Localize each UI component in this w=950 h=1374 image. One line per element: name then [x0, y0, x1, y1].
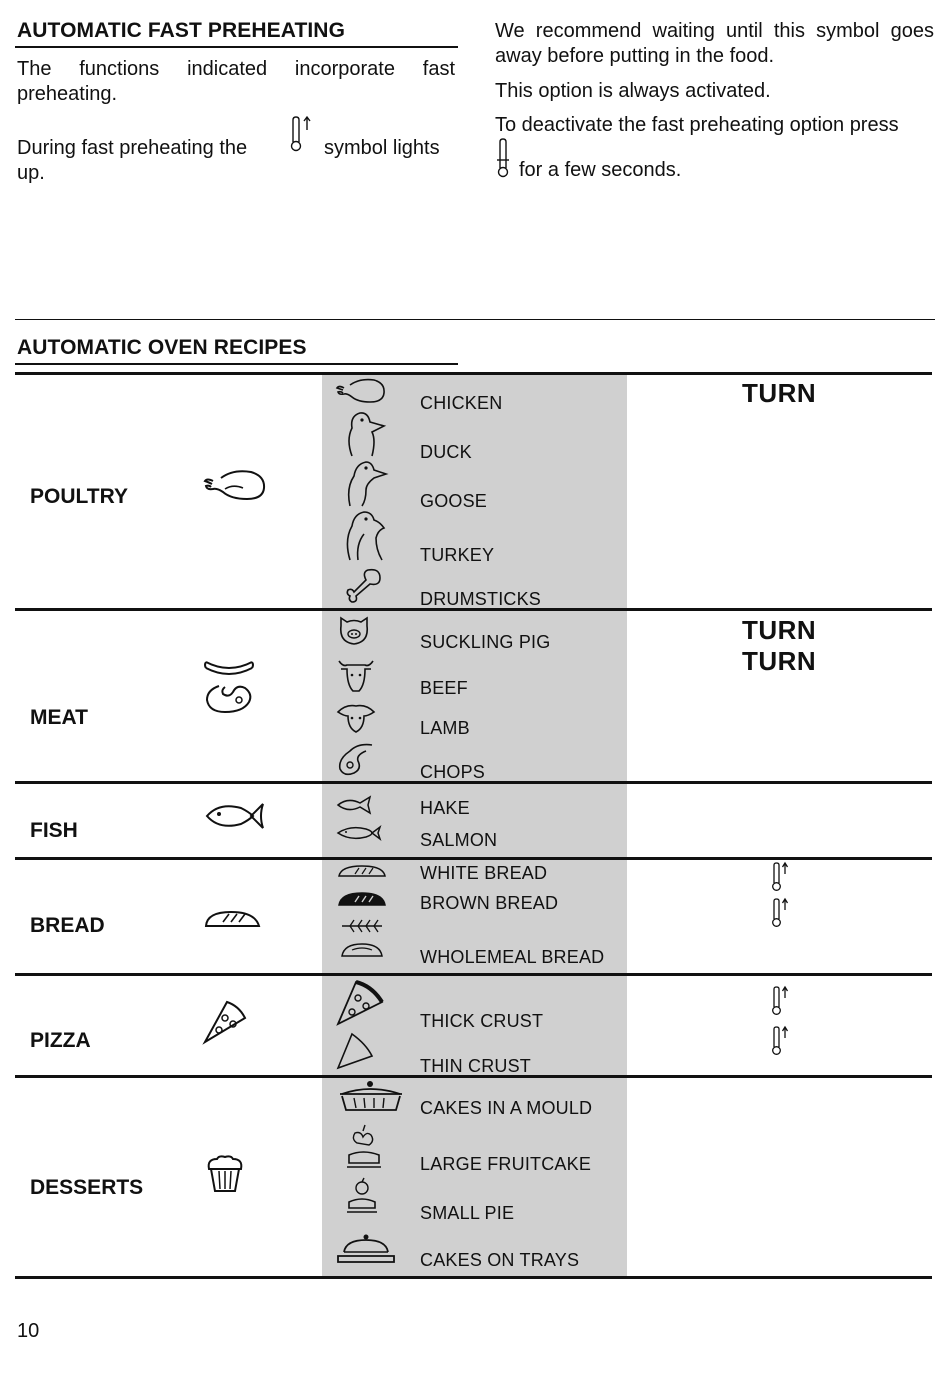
section-divider [15, 319, 935, 320]
bread-icon [203, 908, 261, 930]
thermometer-icon [288, 116, 312, 152]
fruitcake-icon [345, 1123, 383, 1173]
category-poultry: POULTRY [30, 485, 128, 508]
sheep-icon [336, 702, 376, 734]
cow-icon [337, 655, 375, 693]
drumstick-icon [346, 566, 384, 604]
thin-pizza-icon [336, 1030, 374, 1070]
row-rule [15, 1276, 932, 1279]
preheat-title: AUTOMATIC FAST PREHEATING [17, 19, 345, 42]
recipes-title: AUTOMATIC OVEN RECIPES [17, 336, 307, 359]
item-small-pie: SMALL PIE [420, 1203, 515, 1223]
goose-icon [344, 460, 388, 508]
sausage-icon [203, 656, 255, 716]
item-lamb: LAMB [420, 718, 470, 738]
white-bread-icon [337, 863, 387, 879]
cake-mould-icon [338, 1080, 404, 1114]
thermometer-icon [770, 986, 790, 1016]
item-hake: HAKE [420, 798, 470, 818]
item-white-bread: WHITE BREAD [420, 863, 548, 883]
recipes-title-underline [15, 363, 458, 365]
thermometer-icon [770, 898, 790, 928]
muffin-icon [205, 1155, 245, 1193]
category-fish: FISH [30, 819, 78, 842]
thermometer-icon [770, 1026, 790, 1056]
item-wholemeal-bread: WHOLEMEAL BREAD [420, 947, 605, 967]
wholemeal-bread-icon [340, 940, 384, 960]
recommend-paragraph: We recommend waiting until this symbol goes away before putting in the food. [495, 20, 934, 67]
item-cakes-trays: CAKES ON TRAYS [420, 1250, 580, 1270]
row-rule [15, 973, 932, 976]
item-chops: CHOPS [420, 762, 486, 782]
category-meat: MEAT [30, 706, 88, 729]
title-underline [15, 46, 458, 48]
item-brown-bread: BROWN BREAD [420, 893, 559, 913]
cake-tray-icon [336, 1232, 398, 1266]
note-turn-meat-1: TURN [742, 615, 817, 645]
pig-icon [337, 614, 371, 646]
category-bread: BREAD [30, 914, 105, 937]
wheat-icon [340, 918, 384, 934]
p2-text-after: symbol lights [324, 137, 440, 159]
chicken-icon [336, 377, 386, 405]
thermometer-icon [770, 862, 790, 892]
note-turn-poultry: TURN [742, 378, 817, 408]
item-turkey: TURKEY [420, 545, 495, 565]
category-desserts: DESSERTS [30, 1176, 144, 1199]
salmon-icon [336, 823, 382, 843]
item-large-fruitcake: LARGE FRUITCAKE [420, 1154, 592, 1174]
press-seconds: for a few seconds. [519, 159, 682, 181]
item-chicken: CHICKEN [420, 393, 503, 413]
item-drumsticks: DRUMSTICKS [420, 589, 542, 609]
hake-icon [336, 795, 372, 815]
p2-text-end: up. [17, 162, 45, 184]
thick-pizza-icon [336, 978, 384, 1026]
item-suckling-pig: SUCKLING PIG [420, 632, 551, 652]
fish-icon [203, 800, 265, 832]
item-beef: BEEF [420, 678, 468, 698]
item-goose: GOOSE [420, 491, 488, 511]
item-salmon: SALMON [420, 830, 498, 850]
preheat-paragraph-1: The functions indicated incorporate fast preheating. [17, 58, 455, 105]
note-turn-meat-2: TURN [742, 646, 817, 676]
pizza-icon [203, 1000, 247, 1044]
item-thin-crust: THIN CRUST [420, 1056, 531, 1076]
row-rule [15, 372, 932, 375]
duck-icon [342, 410, 388, 458]
brown-bread-icon [337, 890, 387, 908]
deactivate-paragraph: To deactivate the fast preheating option press [495, 114, 899, 136]
row-rule [15, 857, 932, 860]
small-pie-icon [345, 1178, 381, 1218]
chicken-icon [203, 468, 267, 502]
p2-text-before: During fast preheating the [17, 137, 248, 159]
item-thick-crust: THICK CRUST [420, 1011, 544, 1031]
page-number: 10 [17, 1320, 40, 1342]
chop-icon [336, 741, 376, 777]
turkey-icon [344, 510, 388, 562]
always-activated: This option is always activated. [495, 80, 771, 102]
thermometer-icon [495, 138, 511, 178]
category-pizza: PIZZA [30, 1029, 91, 1052]
item-duck: DUCK [420, 442, 472, 462]
item-cakes-mould: CAKES IN A MOULD [420, 1098, 593, 1118]
